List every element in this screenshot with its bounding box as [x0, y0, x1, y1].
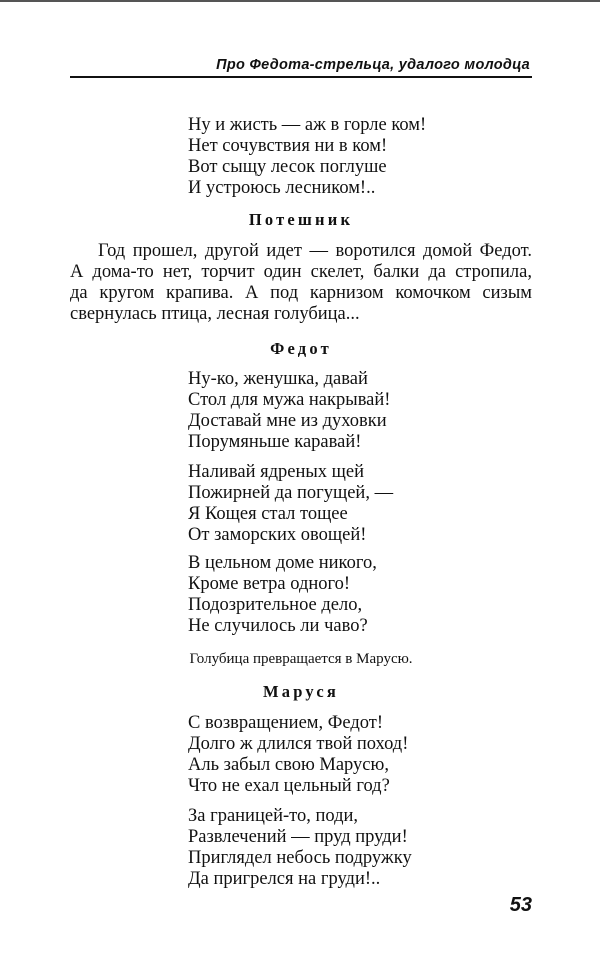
stanza-4: [70, 553, 600, 637]
verse-line: За границей-то, поди,: [188, 806, 359, 826]
verse-line: От заморских овощей!: [188, 525, 367, 545]
verse-line: Вот сыщу лесок поглуше: [188, 157, 387, 177]
speaker-name: Федот: [270, 339, 332, 358]
verse-line: Доставай мне из духовки: [188, 411, 387, 431]
verse-line: Аль забыл свою Марусю,: [188, 755, 389, 775]
prose-paragraph: [70, 241, 532, 325]
verse-line: Приглядел небось подружку: [188, 848, 412, 868]
page-number: 53: [509, 894, 532, 916]
stanza-3: [70, 462, 600, 546]
verse-line: Наливай ядреных щей: [188, 462, 365, 482]
verse-line: Нет сочувствия ни в ком!: [188, 136, 388, 156]
verse-line: Да пригрелся на груди!..: [188, 869, 381, 889]
header-rule: [70, 76, 532, 78]
verse-line: Пожирней да погущей, —: [188, 483, 394, 503]
verse-line: Ну и жисть — аж в горле ком!: [188, 115, 427, 135]
stage-direction: Голубица превращается в Марусю.: [189, 651, 413, 667]
verse-line: Не случилось ли чаво?: [188, 616, 368, 636]
prose-line: Год прошел, другой идет — воротился домой Федот.: [98, 241, 532, 261]
verse-line: Стол для мужа накрывай!: [188, 390, 391, 410]
verse-line: Ну-ко, женушка, давай: [188, 369, 368, 389]
stanza-5: [70, 713, 600, 797]
verse-line: Порумяньше каравай!: [188, 432, 362, 452]
verse-line: Долго ж длился твой поход!: [188, 734, 409, 754]
verse-line: Подозрительное дело,: [188, 595, 363, 615]
speaker-name: Потешник: [248, 210, 354, 229]
verse-line: Развлечений — пруд пруди!: [188, 827, 408, 847]
verse-line: Что не ехал цельный год?: [188, 776, 390, 796]
stanza-2: [70, 369, 600, 453]
prose-line: А дома-то нет, торчит один скелет, балки да стропила,: [70, 262, 532, 282]
verse-line: С возвращением, Федот!: [188, 713, 383, 733]
verse-line: В цельном доме никого,: [188, 553, 377, 573]
stanza-6: [70, 806, 600, 890]
speaker-name: Маруся: [263, 682, 339, 701]
scan-top-edge: [0, 0, 600, 2]
running-head: Про Федота-стрельца, удалого молодца: [216, 57, 530, 73]
prose-line: да кругом крапива. А под карнизом комочком сизым: [70, 283, 532, 303]
verse-line: И устроюсь лесником!..: [188, 178, 376, 198]
verse-line: Я Кощея стал тощее: [188, 504, 348, 524]
stanza-1: [70, 115, 600, 199]
prose-line: свернулась птица, лесная голубица...: [70, 304, 360, 324]
verse-line: Кроме ветра одного!: [188, 574, 351, 594]
